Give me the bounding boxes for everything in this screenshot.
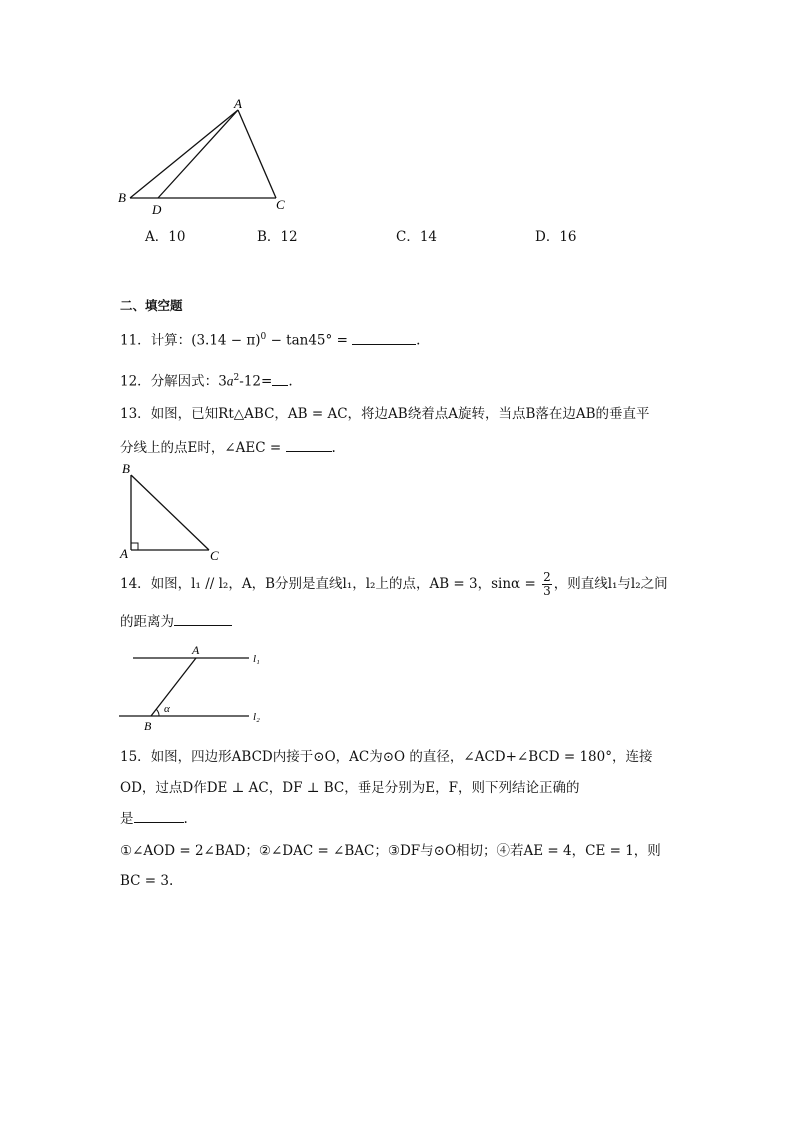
- label-B: B: [122, 461, 130, 476]
- question-15-line-5: [120, 872, 173, 890]
- q12-expr-b: -12=: [239, 373, 273, 390]
- q15-answer-blank[interactable]: [134, 809, 184, 823]
- label-C: C: [276, 197, 285, 212]
- question-13-line-1: [120, 405, 650, 423]
- q14-text-1: 如图，l₁ // l₂，A，B分别是直线l₁，l₂上的点，AB = 3，sinα =: [150, 576, 541, 592]
- q12-expr-a: 3: [218, 373, 227, 390]
- q11-answer-blank[interactable]: [352, 331, 416, 345]
- question-13-line-2: [120, 438, 336, 457]
- question-12: [120, 369, 293, 391]
- segment-AC: [238, 110, 276, 198]
- section-title: 二、填空题: [120, 298, 183, 313]
- q12-end: .: [288, 373, 293, 390]
- q15-number: 15．: [120, 749, 151, 765]
- label-alpha: α: [164, 703, 170, 715]
- q14-number: 14．: [120, 576, 151, 592]
- q15-text-2: OD，过点D作DE ⊥ AC，DF ⊥ BC，垂足分别为E，F，则下列结论正确的: [120, 780, 580, 796]
- q12-var: a: [226, 373, 234, 389]
- question-15-line-2: [120, 779, 579, 797]
- q11-rest: − tan45° =: [266, 332, 353, 349]
- q15-text-4: ①∠AOD = 2∠BAD；②∠DAC = ∠BAC；③DF与⊙O相切；④若AE = 4，CE = 1，则: [120, 843, 661, 859]
- q14-frac-den: 3: [543, 584, 551, 598]
- label-B: B: [118, 190, 126, 205]
- q11-number: 11．: [120, 332, 151, 349]
- label-l1: l₁: [253, 653, 260, 665]
- q14-frac-num: 2: [543, 570, 551, 584]
- option-c: C．14: [396, 229, 438, 245]
- q14-text-2: ，则直线l₁与l₂之间: [553, 576, 668, 592]
- option-b: B．12: [257, 229, 298, 245]
- q15-text-1: 如图，四边形ABCD内接于⊙O，AC为⊙O 的直径，∠ACD+∠BCD = 180°，连接: [150, 749, 653, 765]
- q12-exp: 2: [233, 373, 240, 383]
- q12-prefix: 分解因式：: [150, 373, 219, 390]
- q13-text-2: 分线上的点E时，∠AEC =: [120, 440, 286, 456]
- label-A: A: [120, 546, 128, 561]
- label-l2: l₂: [253, 711, 260, 723]
- segment-AD: [158, 110, 238, 198]
- q13-text-1: 如图，已知Rt△ABC，AB = AC，将边AB绕着点A旋转，当点B落在边AB的垂直平: [150, 406, 650, 422]
- q15-end: .: [183, 811, 188, 827]
- q11-end: .: [416, 332, 421, 349]
- q14-answer-blank[interactable]: [174, 612, 232, 626]
- segment-AB: [151, 658, 196, 716]
- q12-answer-blank[interactable]: [272, 372, 288, 386]
- question-15-line-1: [120, 748, 652, 766]
- label-B: B: [144, 719, 152, 733]
- q11-expr: (3.14 − π): [191, 332, 261, 349]
- q13-right-triangle-figure: [112, 458, 232, 564]
- q14-fraction: [542, 571, 552, 598]
- q15-text-3: 是: [120, 811, 134, 827]
- question-14-line-1: [120, 566, 668, 602]
- question-11: [120, 328, 420, 350]
- question-14-line-2: [120, 612, 232, 631]
- q13-number: 13．: [120, 406, 151, 422]
- right-angle-mark: [131, 543, 138, 550]
- question-15-line-3: [120, 809, 188, 828]
- option-d: D．16: [535, 229, 577, 245]
- segment-BA: [130, 110, 238, 198]
- q13-answer-blank[interactable]: [286, 438, 332, 452]
- q14-parallel-lines-figure: [115, 642, 275, 736]
- question-15-line-4: [120, 842, 661, 860]
- q11-exp: 0: [260, 332, 267, 342]
- q11-prefix: 计算：: [150, 332, 192, 349]
- option-a: A．10: [145, 229, 186, 245]
- label-A: A: [192, 643, 200, 657]
- segment-BC: [131, 475, 209, 550]
- q12-number: 12．: [120, 373, 151, 390]
- q14-text-3: 的距离为: [120, 614, 174, 630]
- label-D: D: [152, 202, 162, 217]
- q15-text-5: BC = 3.: [120, 873, 174, 889]
- q13-end: .: [331, 440, 336, 456]
- angle-alpha-arc: [157, 710, 160, 717]
- label-C: C: [210, 548, 219, 563]
- label-A: A: [234, 96, 242, 111]
- q10-triangle-figure: [110, 92, 310, 222]
